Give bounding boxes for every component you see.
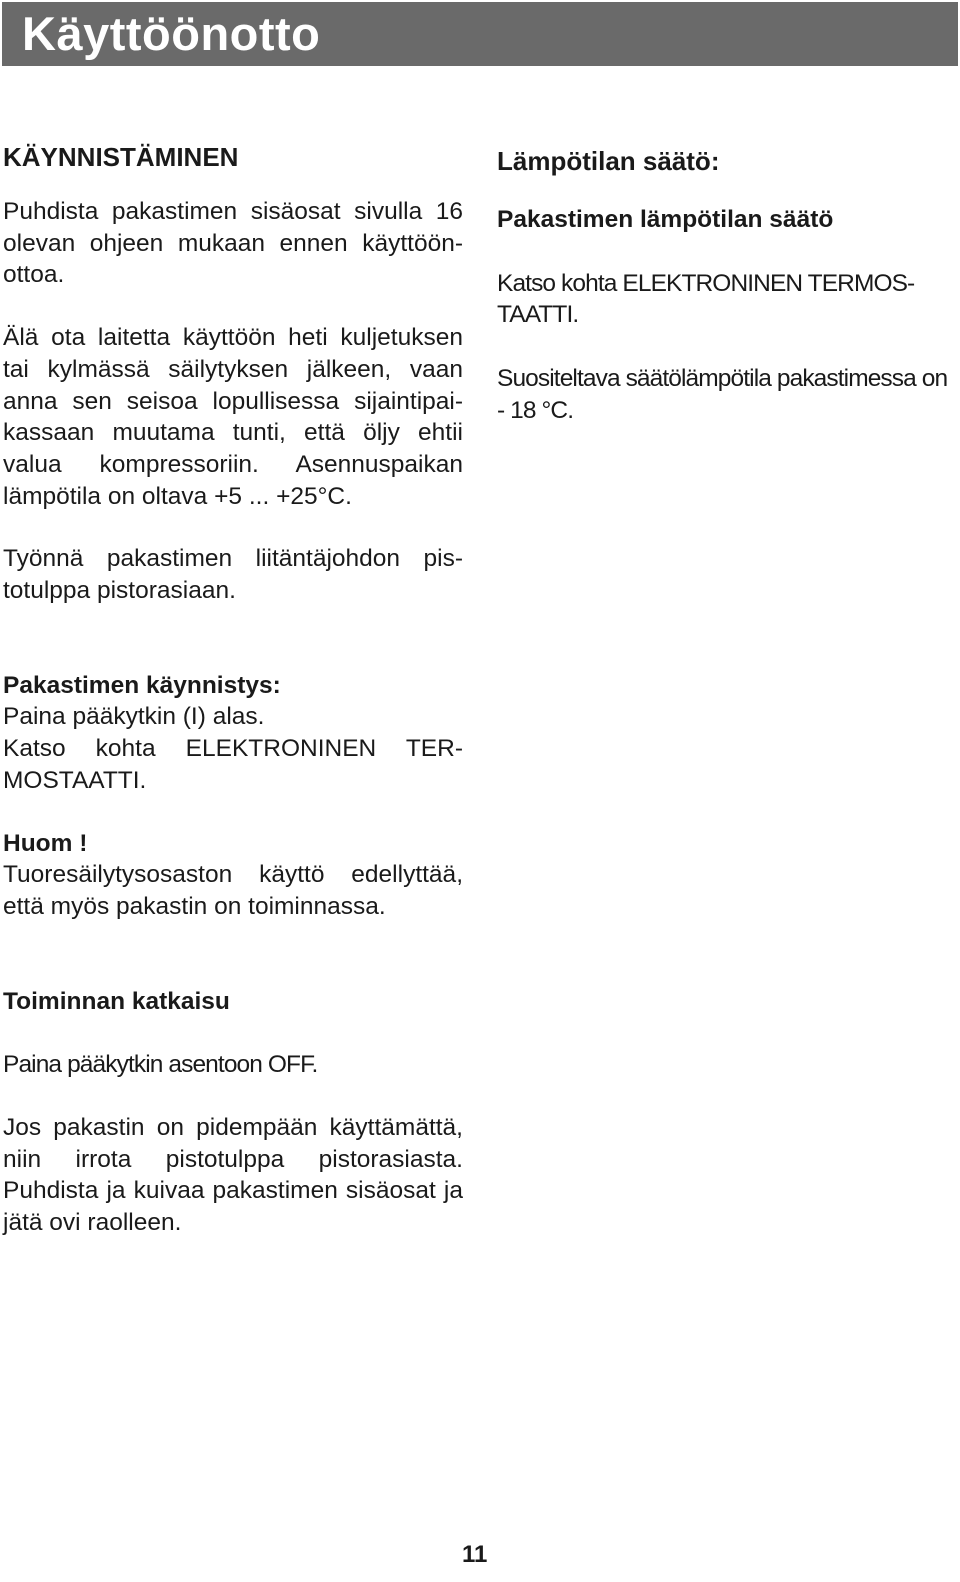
header-bar xyxy=(2,2,958,66)
temperature-heading: Lämpötilan säätö: xyxy=(497,146,720,176)
start-instruction: Paina pääkytkin (I) alas. xyxy=(3,703,265,731)
plug-paragraph: Työnnä pakastimen liitäntäjohdon pis-totulppa pistorasiaan. xyxy=(3,545,463,605)
note-heading: Huom ! xyxy=(3,829,88,857)
page-title: Käyttöönotto xyxy=(22,7,321,60)
recommended-temperature: Suositeltava säätölämpötila pakastimessa on - 18 °C. xyxy=(497,365,948,424)
note-text: Tuoresäilytysosaston käyttö edellyttää, että myös pakastin on toiminnassa. xyxy=(3,861,463,920)
page-number: 11 xyxy=(462,1541,488,1568)
startup-heading: KÄYNNISTÄMINEN xyxy=(3,142,239,172)
thermostat-reference: Katso kohta ELEKTRONINEN TERMOS-TAATTI. xyxy=(497,269,915,329)
long-term-text: Jos pakastin on pidempään käyttämättä, niin irrota pistotulppa pistorasiasta. Puhdista ja kuivaa pakastimen sisäosat ja jätä ovi raolleen. xyxy=(3,1114,463,1237)
left-column xyxy=(3,141,463,1239)
right-column xyxy=(497,145,957,427)
start-reference: Katso kohta ELEKTRONINEN TER-MOSTAATTI. xyxy=(3,735,463,794)
shutdown-heading: Toiminnan katkaisu xyxy=(3,987,230,1015)
start-heading: Pakastimen käynnistys: xyxy=(3,671,281,699)
transport-paragraph: Älä ota laitetta käyttöön heti kuljetuksen tai kylmässä säilytyksen jälkeen, vaan anna sen seisoa lopullisessa sijaintipai-kassaan muutama tunti, että öljy ehtii valua kompressoriin. Asennuspaikan lämpötila on oltava +5 ... +25°C. xyxy=(3,324,463,510)
temperature-subheading: Pakastimen lämpötilan säätö xyxy=(497,206,834,233)
cleaning-paragraph: Puhdista pakastimen sisäosat sivulla 16 olevan ohjeen mukaan ennen käyttöön-ottoa. xyxy=(3,198,463,289)
shutdown-text: Paina pääkytkin asentoon OFF. xyxy=(3,1051,318,1079)
